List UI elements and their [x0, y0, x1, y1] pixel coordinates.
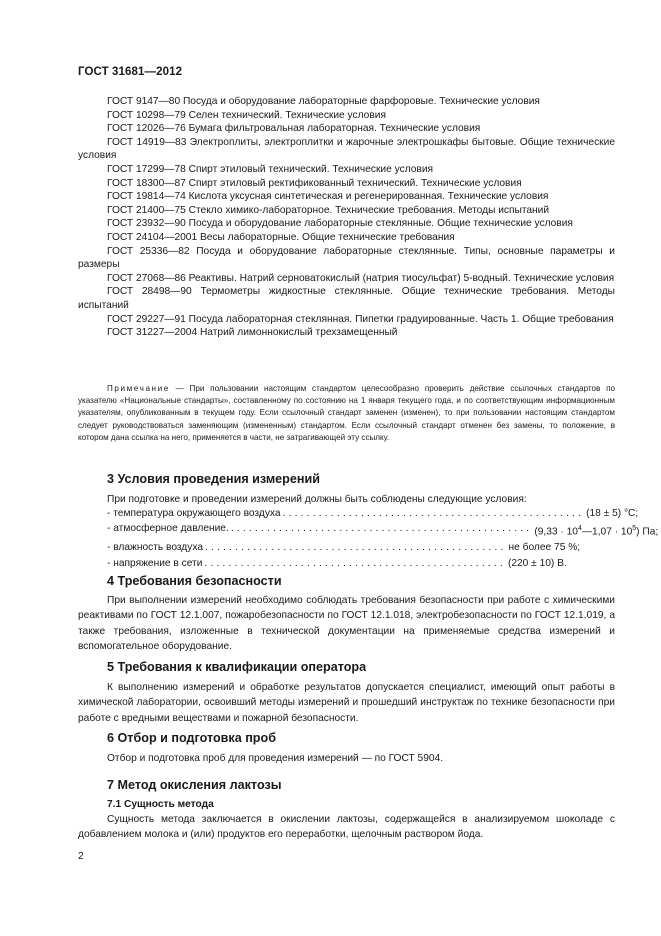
condition-voltage: - напряжение в сети .................................................. (220 ± 10) В. [107, 556, 507, 571]
section-6-heading: 6 Отбор и подготовка проб [107, 731, 276, 745]
reference-item: ГОСТ 27068—86 Реактивы. Натрий серноватокислый (натрия тиосульфат) 5-водный. Технические условия [107, 272, 615, 284]
section-4-heading: 4 Требования безопасности [107, 574, 282, 588]
condition-value: (18 ± 5) °С; [586, 508, 639, 519]
reference-item: ГОСТ 9147—80 Посуда и оборудование лабораторные фарфоровые. Технические условия [107, 96, 540, 107]
page-number: 2 [78, 851, 84, 862]
section-7-1-text: Сущность метода заключается в окислении лактозы, содержащейся в анализируемом шоколаде с добавлением молока и (или) продуктов его переработки, щелочным раствором йода. [78, 814, 615, 841]
condition-humidity: - влажность воздуха .................................................. не более 75 %; [107, 540, 507, 555]
condition-temperature: - температура окружающего воздуха .................................................. (18 ± 5) °С; [107, 506, 507, 521]
condition-value: (220 ± 10) В. [507, 557, 567, 569]
page-header-title: ГОСТ 31681—2012 [78, 66, 183, 78]
reference-item: ГОСТ 28498—90 Термометры жидкостные стеклянные. Общие технические требования. Методы испытаний [78, 286, 615, 311]
reference-item: ГОСТ 24104—2001 Весы лабораторные. Общие технические требования [107, 231, 455, 243]
reference-item: ГОСТ 10298—79 Селен технический. Технические условия [107, 109, 386, 121]
reference-item: ГОСТ 21400—75 Стекло химико-лабораторное. Технические требования. Методы испытаний [107, 204, 550, 216]
condition-value: не более 75 %; [508, 542, 581, 554]
condition-value: $(9,33 \cdot 10^4—1,07 \cdot 10^5)$ Па; [534, 525, 659, 538]
reference-item: ГОСТ 25336—82 Посуда и оборудование лабораторные стеклянные. Типы, основные параметры и размеры [78, 245, 615, 271]
note-text: — При пользовании настоящим стандартом целесообразно проверить действие ссылочных стандартов по указателю «Национальные стандарты», составленному по состоянию на 1 января текущего года, и по соответствующим информационным указателям, опубликованным в текущем году. Если ссылочный стандарт заменен (изменен), то при пользовании настоящим стандартом следует руководствоваться заменяющим (измененным) стандартом. Если ссылочный стандарт отменен без замены, то положение, в котором дана ссылка на него, применяется в части, не затрагивающей эту ссылку. [78, 384, 615, 442]
condition-label: - атмосферное давление. [107, 523, 229, 535]
section-7-heading: 7 Метод окисления лактозы [107, 778, 282, 792]
note-block [78, 383, 615, 444]
note-label: Примечание [107, 384, 170, 393]
normative-references-list [78, 95, 615, 340]
section-4-text: При выполнении измерений необходимо соблюдать требования безопасности при работе с химическими реактивами по ГОСТ 12.1.007, пожаробезопасности по ГОСТ 12.1.018, электробезопасности по ГОСТ 12.1.019, а также требования, изложенные в технической документации на применяемые средства измерений и вспомогательное оборудование. [78, 595, 615, 653]
condition-label: - напряжение в сети [107, 557, 203, 569]
reference-item: ГОСТ 29227—91 Посуда лабораторная стеклянная. Пипетки градуированные. Часть 1. Общие требования [107, 313, 614, 325]
reference-item: ГОСТ 12026—76 Бумага фильтровальная лабораторная. Технические условия [107, 123, 481, 135]
reference-item: ГОСТ 19814—74 Кислота уксусная синтетическая и регенерированная. Технические условия [107, 191, 549, 203]
reference-item: ГОСТ 14919—83 Электроплиты, электроплитки и жарочные электрошкафы бытовые. Общие технические условия [78, 136, 615, 162]
section-7-1-heading: 7.1 Сущность метода [107, 799, 214, 810]
condition-label: - влажность воздуха [107, 542, 203, 554]
section-5-text: К выполнению измерений и обработке результатов допускается специалист, имеющий опыт работы в химической лаборатории, освоивший методы измерений и прошедший инструктаж по технике безопасности при работе с вредными веществами и пожарной безопасности. [78, 682, 615, 724]
reference-item: ГОСТ 23932—90 Посуда и оборудование лабораторные стеклянные. Общие технические условия [107, 218, 573, 230]
reference-item: ГОСТ 31227—2004 Натрий лимоннокислый трехзамещенный [107, 327, 398, 339]
condition-pressure: - атмосферное давление. .................................................. $(9,33 \cdot 10^4—1,07 \cdot 10^5)$ Па; [107, 521, 507, 540]
section-3-intro: При подготовке и проведении измерений должны быть соблюдены следующие условия: [107, 494, 527, 505]
reference-item: ГОСТ 17299—78 Спирт этиловый технический. Технические условия [107, 163, 434, 175]
section-3-heading: 3 Условия проведения измерений [107, 472, 320, 486]
section-6-text: Отбор и подготовка проб для проведения измерений — по ГОСТ 5904. [107, 753, 444, 764]
conditions-list [107, 506, 659, 571]
section-5-heading: 5 Требования к квалификации оператора [107, 660, 367, 674]
reference-item: ГОСТ 18300—87 Спирт этиловый ректификованный технический. Технические условия [107, 177, 522, 189]
condition-label: - температура окружающего воздуха [107, 508, 281, 519]
